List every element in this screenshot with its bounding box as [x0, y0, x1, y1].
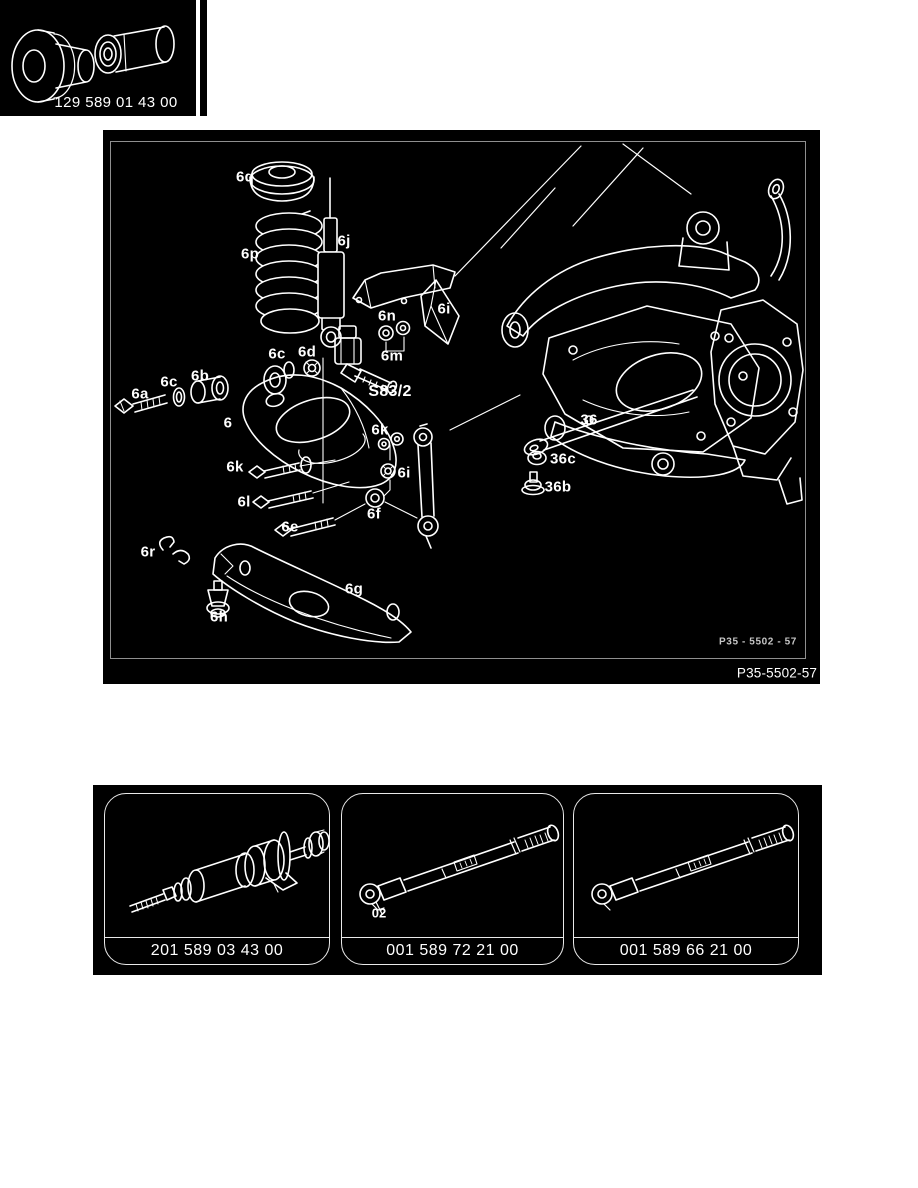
part-label-6g: 6g: [344, 580, 364, 598]
part-label-6q: 6q: [235, 168, 255, 186]
bushing-press-tool-drawing: [105, 794, 329, 937]
part-label-36c: 36c: [550, 450, 576, 468]
part-label-6n: 6n: [377, 307, 397, 325]
part-label-6e: 6e: [281, 518, 299, 536]
part-label-36: 36: [580, 411, 598, 429]
part-label-6b: 6b: [190, 367, 210, 385]
torque-wrench-drawing: [574, 794, 798, 937]
panel-edge-bar: [200, 0, 207, 116]
figure-code: P35-5502-57: [736, 665, 818, 681]
part-label-6: 6: [223, 414, 233, 432]
part-label-6m: 6m: [380, 347, 404, 365]
part-label-6f: 6f: [367, 505, 381, 523]
part-label-6k-right: 6k: [371, 421, 389, 439]
tool-part-number: 129 589 01 43 00: [54, 94, 178, 111]
part-label-6c-left: 6c: [160, 373, 178, 391]
part-label-6j: 6j: [337, 232, 351, 250]
tool-part-number: 001 589 72 21 00: [342, 937, 563, 964]
part-label-6l: 6l: [237, 493, 251, 511]
part-label-36b: 36b: [544, 478, 572, 496]
rear-suspension-exploded-drawing: [103, 130, 820, 684]
part-label-6i-right: 6i: [397, 464, 411, 482]
bushing-tool-panel: [0, 0, 207, 116]
bushing-tool-frame: [0, 0, 196, 116]
rear-suspension-diagram-panel: [103, 130, 820, 684]
tool-card-torque-wrench-1: [341, 793, 564, 965]
part-label-6h: 6h: [209, 608, 229, 626]
tool-card-torque-wrench-2: [573, 793, 799, 965]
part-label-6r: 6r: [140, 543, 156, 561]
special-tools-panel: [93, 785, 822, 975]
figure-code-inner: P35 - 5502 - 57: [719, 636, 797, 648]
tool-card-bushing-press: [104, 793, 330, 965]
part-label-6c-upper: 6c: [268, 345, 286, 363]
wrench-callout-02: 02: [371, 905, 387, 921]
tool-part-number: 001 589 66 21 00: [574, 937, 798, 964]
part-label-6i-top: 6i: [437, 300, 451, 318]
part-label-6k-left: 6k: [226, 458, 244, 476]
part-label-6d: 6d: [297, 343, 317, 361]
tool-part-number: 201 589 03 43 00: [105, 937, 329, 964]
part-label-6a: 6a: [131, 385, 149, 403]
part-label-s83-2: S83/2: [368, 383, 412, 400]
part-label-6p: 6p: [240, 245, 260, 263]
